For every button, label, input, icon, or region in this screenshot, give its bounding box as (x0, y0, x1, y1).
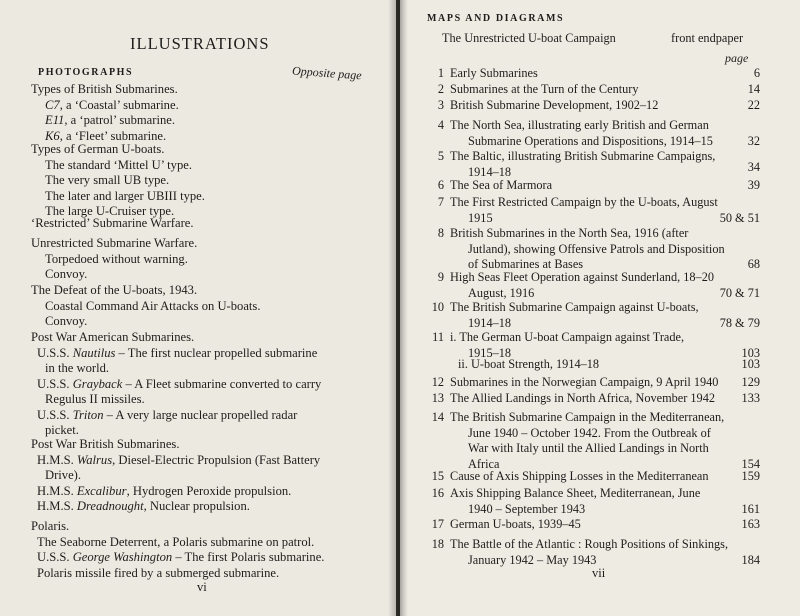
front-entry-title: The Unrestricted U-boat Campaign (442, 31, 616, 45)
line-text: Convoy. (45, 314, 88, 328)
map-entry-number: 15 (431, 469, 444, 483)
map-entry-title: Submarines at the Turn of the Century (450, 82, 639, 96)
photo-item (45, 468, 81, 484)
line-text: The later and larger UBIII type. (45, 188, 205, 203)
photo-item (45, 267, 87, 283)
map-entry-number: 6 (437, 178, 444, 192)
map-entry-page: 50 & 51 (719, 210, 760, 225)
line-text: , Diesel-Electric Propulsion (Fast Battery (112, 452, 321, 467)
photo-group-heading: ‘Restricted’ Submarine Warfare. (31, 216, 194, 230)
vessel-name: K6 (45, 128, 60, 143)
line-text: in the world. (45, 361, 110, 375)
map-entry-page: 184 (741, 552, 760, 567)
line-text: – A Fleet submarine converted to carry (122, 376, 322, 391)
front-entry-page: front endpaper (671, 31, 744, 45)
map-entry-title: The British Submarine Campaign against U-boats, (450, 300, 699, 314)
line-text: The large U-Cruiser type. (45, 204, 175, 218)
line-text: Drive). (45, 468, 82, 482)
photo-item (37, 484, 291, 500)
photo-item (37, 535, 314, 551)
vessel-name: Excalibur (76, 483, 127, 498)
map-entry-page: 133 (741, 391, 760, 405)
vessel-name: Triton (72, 407, 104, 422)
map-entry-title: June 1940 – October 1942. From the Outbreak of (468, 425, 711, 440)
photographs-header: PHOTOGRAPHS (38, 67, 134, 78)
map-entry-number: 12 (431, 375, 444, 389)
map-entry-title: Cause of Axis Shipping Losses in the Mediterranean (450, 469, 709, 483)
photo-item (37, 453, 320, 469)
map-entry-page: 39 (747, 178, 760, 192)
vessel-name: Grayback (72, 376, 123, 391)
map-entry-page: 163 (741, 517, 760, 531)
line-text: U.S.S. (37, 550, 73, 564)
map-entry-title: January 1942 – May 1943 (468, 552, 597, 567)
vessel-name: Nautilus (72, 345, 116, 360)
line-text: , Hydrogen Peroxide propulsion. (126, 483, 292, 498)
map-entry-title: British Submarines in the North Sea, 1916 (after (450, 226, 689, 240)
line-text: H.M.S. (37, 499, 77, 513)
map-entry-number: 10 (431, 300, 444, 314)
line-text: H.M.S. (37, 483, 77, 498)
photo-group-heading: Post War American Submarines. (31, 330, 195, 344)
photo-item (37, 346, 317, 362)
map-entry-title: The North Sea, illustrating early British and German (450, 118, 709, 132)
map-entry-number: 3 (437, 98, 444, 112)
map-entry-number: 11 (432, 330, 444, 344)
map-entry-page: 129 (741, 375, 760, 389)
photo-group-heading: Types of German U-boats. (31, 142, 165, 156)
photo-item (45, 98, 179, 114)
line-text: Torpedoed without warning. (45, 251, 188, 266)
line-text: H.M.S. (37, 452, 77, 467)
photo-group-heading: Types of British Submarines. (31, 82, 178, 96)
photo-item (37, 377, 321, 393)
line-text: Polaris missile fired by a submerged submarine. (37, 565, 280, 580)
map-entry-number: 17 (431, 517, 444, 531)
photo-item (45, 299, 260, 315)
photo-item (45, 113, 175, 129)
page-column-label: page (725, 51, 749, 65)
map-entry-number: 16 (431, 486, 444, 500)
photo-item (45, 189, 205, 205)
line-text: , a ‘Coastal’ submarine. (59, 97, 179, 112)
map-entry-page: 103 (741, 345, 760, 360)
map-entry-page: 161 (741, 501, 760, 516)
vessel-name: E11 (45, 113, 65, 127)
map-entry-number: 9 (437, 270, 444, 284)
line-text: picket. (45, 423, 79, 437)
line-text: – The first nuclear propelled submarine (115, 345, 318, 360)
photo-group-heading: Unrestricted Submarine Warfare. (31, 236, 198, 250)
photo-item (45, 392, 145, 408)
map-entry-title: The Battle of the Atlantic : Rough Positions of Sinkings, (450, 537, 729, 551)
map-entry-page: 154 (741, 456, 760, 471)
map-entry-page: 70 & 71 (719, 285, 760, 300)
page-number-right: vii (592, 566, 606, 580)
map-entry-number: 5 (437, 149, 444, 163)
map-entry-number: 18 (431, 537, 444, 551)
map-entry-title: Early Submarines (450, 66, 538, 80)
map-entry-page: 159 (741, 469, 760, 483)
line-text: , a ‘Fleet’ submarine. (59, 128, 167, 143)
map-entry-title: The Allied Landings in North Africa, November 1942 (450, 391, 716, 405)
map-entry-title: German U-boats, 1939–45 (450, 517, 581, 531)
maps-header: MAPS AND DIAGRAMS (427, 13, 565, 24)
map-entry-title: The Sea of Marmora (450, 178, 553, 192)
map-entry-number: 13 (431, 391, 444, 405)
map-entry-page: 68 (747, 257, 760, 271)
photo-item (37, 499, 250, 515)
map-entry-title: Africa (468, 456, 500, 471)
map-entry-number: 7 (437, 195, 444, 209)
line-text: Coastal Command Air Attacks on U-boats. (45, 298, 261, 313)
photo-item (37, 408, 297, 424)
map-entry-number: 4 (437, 118, 444, 132)
map-entry-title: 1915–18 (468, 345, 512, 360)
map-entry-page: 78 & 79 (719, 315, 760, 330)
vessel-name: Dreadnought (76, 499, 144, 513)
map-entry-title: High Seas Fleet Operation against Sunderland, 18–20 (450, 270, 714, 284)
line-text: Regulus II missiles. (45, 392, 145, 406)
book-gutter (388, 0, 408, 616)
right-page (400, 0, 800, 616)
map-entry-title: The British Submarine Campaign in the Mediterranean, (450, 410, 725, 424)
line-text: U.S.S. (37, 376, 73, 391)
map-entry-number: 1 (437, 66, 444, 80)
line-text: The very small UB type. (45, 173, 170, 187)
page-title: ILLUSTRATIONS (130, 34, 270, 53)
map-entry-page: 32 (747, 133, 760, 148)
map-entry-title: 1914–18 (468, 164, 512, 179)
line-text: , a ‘patrol’ submarine. (64, 113, 175, 127)
map-entry-page: 103 (741, 357, 760, 371)
photo-item (45, 361, 109, 377)
map-entry-number: 8 (437, 226, 444, 240)
photo-item (45, 314, 87, 330)
photo-item (45, 252, 188, 268)
map-entry-title: Axis Shipping Balance Sheet, Mediterranean, June (450, 486, 701, 500)
photo-item (45, 173, 169, 189)
line-text: – The first Polaris submarine. (172, 550, 325, 564)
map-entry-number: 14 (431, 410, 444, 424)
photo-item (37, 566, 279, 582)
photo-group-heading: Post War British Submarines. (31, 437, 180, 451)
map-entry-page: 14 (747, 82, 760, 96)
map-entry-title: Submarines in the Norwegian Campaign, 9 April 1940 (450, 375, 719, 389)
vessel-name: Walrus (76, 452, 113, 467)
map-entry-title: 1914–18 (468, 315, 512, 330)
line-text: U.S.S. (37, 407, 73, 422)
map-entry-title: 1915 (468, 210, 493, 225)
map-entry-title: i. The German U-boat Campaign against Trade, (450, 330, 685, 344)
map-entry-title: Jutland), showing Offensive Patrols and Disposition (468, 241, 725, 256)
page-number-left: vi (197, 580, 207, 594)
map-entry-title: August, 1916 (468, 285, 535, 300)
left-page (0, 0, 396, 616)
opposite-page-label: Opposite page (291, 63, 363, 83)
photo-item (45, 158, 192, 174)
map-entry-title: War with Italy until the Allied Landings in North (468, 441, 709, 455)
map-entry-page: 22 (747, 98, 760, 112)
vessel-name: C7 (45, 97, 60, 112)
vessel-name: George Washington (72, 550, 173, 564)
photo-item (37, 550, 324, 566)
map-entry-title: British Submarine Development, 1902–12 (450, 98, 659, 112)
map-entry-title: ii. U-boat Strength, 1914–18 (458, 357, 600, 371)
photo-group-heading: Polaris. (31, 519, 70, 533)
line-text: The Seaborne Deterrent, a Polaris submarine on patrol. (37, 534, 315, 549)
map-entry-page: 34 (747, 160, 760, 174)
line-text: U.S.S. (37, 345, 73, 360)
line-text: – A very large nuclear propelled radar (103, 407, 298, 422)
map-entry-title: The First Restricted Campaign by the U-boats, August (450, 195, 718, 209)
map-entry-title: of Submarines at Bases (468, 257, 584, 271)
map-entry-page: 6 (753, 66, 760, 80)
map-entry-title: 1940 – September 1943 (468, 501, 586, 516)
line-text: Convoy. (45, 267, 88, 281)
map-entry-title: Submarine Operations and Dispositions, 1914–15 (468, 133, 713, 148)
map-entry-number: 2 (437, 82, 444, 96)
line-text: The standard ‘Mittel U’ type. (45, 157, 192, 172)
line-text: , Nuclear propulsion. (143, 499, 250, 513)
map-entry-title: The Baltic, illustrating British Submarine Campaigns, (450, 149, 716, 163)
photo-group-heading: The Defeat of the U-boats, 1943. (31, 283, 198, 297)
